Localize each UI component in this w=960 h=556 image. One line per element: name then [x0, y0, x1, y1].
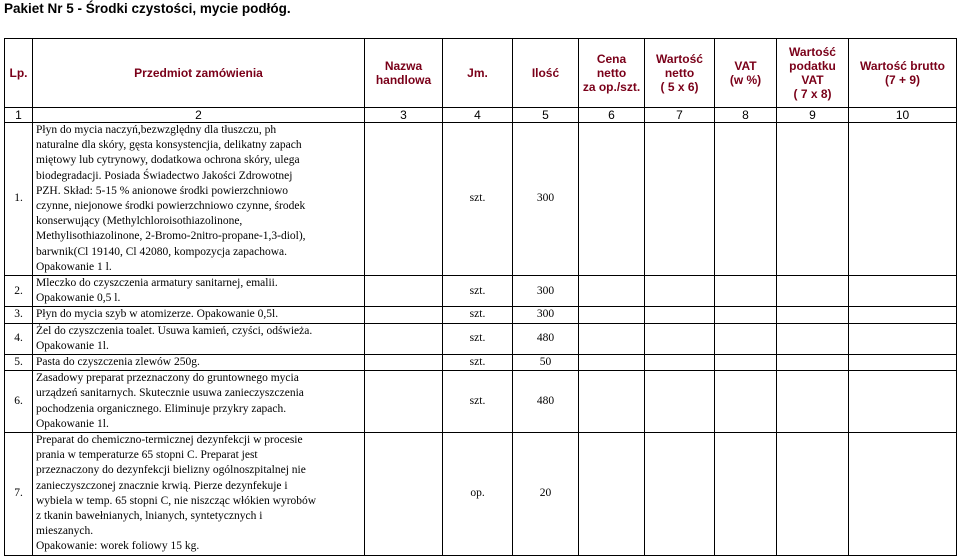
item-quantity: 20: [513, 433, 579, 556]
header-row: [5, 39, 957, 108]
item-trade-name: [365, 307, 443, 323]
item-gross-value: [849, 355, 957, 371]
item-unit: szt.: [443, 276, 513, 307]
item-vat-value: [777, 433, 849, 556]
header-unit: Jm.: [443, 39, 513, 108]
order-table: [4, 38, 957, 556]
item-lp: 4.: [5, 323, 33, 354]
item-gross-value: [849, 123, 957, 276]
table-body: [5, 108, 957, 556]
item-lp: 3.: [5, 307, 33, 323]
table-row: [5, 323, 957, 354]
item-net-value: [645, 123, 715, 276]
item-description: Żel do czyszczenia toalet. Usuwa kamień, czyści, odświeża. Opakowanie 1l.: [33, 323, 365, 354]
header-vat: VAT (w %): [715, 39, 777, 108]
item-net-value: [645, 323, 715, 354]
item-vat: [715, 355, 777, 371]
item-lp: 6.: [5, 371, 33, 433]
item-vat: [715, 276, 777, 307]
item-net-price: [579, 371, 645, 433]
item-quantity: 300: [513, 307, 579, 323]
item-trade-name: [365, 276, 443, 307]
table-row: [5, 307, 957, 323]
column-number: 9: [777, 108, 849, 123]
header-lp: Lp.: [5, 39, 33, 108]
item-description: Mleczko do czyszczenia armatury sanitarnej, emalii. Opakowanie 0,5 l.: [33, 276, 365, 307]
item-unit: szt.: [443, 355, 513, 371]
item-quantity: 480: [513, 371, 579, 433]
table-row: [5, 123, 957, 276]
item-description: Zasadowy preparat przeznaczony do gruntownego mycia urządzeń sanitarnych. Skutecznie usuwa zanieczyszczenia pochodzenia organicznego. Eliminuje przykry zapach. Opakowanie 1l.: [33, 371, 365, 433]
column-number: 10: [849, 108, 957, 123]
item-description: Płyn do mycia szyb w atomizerze. Opakowanie 0,5l.: [33, 307, 365, 323]
item-unit: szt.: [443, 371, 513, 433]
item-quantity: 50: [513, 355, 579, 371]
item-quantity: 300: [513, 123, 579, 276]
item-vat-value: [777, 355, 849, 371]
item-vat-value: [777, 371, 849, 433]
item-vat: [715, 307, 777, 323]
item-vat-value: [777, 123, 849, 276]
item-description: Płyn do mycia naczyń,bezwzględny dla tłuszczu, ph naturalne dla skóry, gęsta konsystencjia, delikatny zapach miętowy lub cytrynowy, dodatkowa ochrona skóry, ulega biodegradacji. Posiada Świadectwo Jakości Zdrowotnej PZH. Skład: 5-15 % anionowe środki powierzchniowo czynne, niejonowe środki powierzchniowo czynne, środek konserwujący (Methylchloroisothiazolinone, Methylisothiazolinone, 2-Bromo-2nitro-propane-1,3-diol), barwnik(Cl 19140, Cl 42080, kompozycja zapachowa. Opakowanie 1 l.: [33, 123, 365, 276]
item-quantity: 480: [513, 323, 579, 354]
item-net-price: [579, 123, 645, 276]
item-net-value: [645, 307, 715, 323]
table-row: [5, 433, 957, 556]
column-number: 8: [715, 108, 777, 123]
table-row: [5, 276, 957, 307]
header-net-value: Wartość netto ( 5 x 6): [645, 39, 715, 108]
item-unit: op.: [443, 433, 513, 556]
item-vat-value: [777, 323, 849, 354]
item-gross-value: [849, 307, 957, 323]
item-vat-value: [777, 276, 849, 307]
header-subject: Przedmiot zamówienia: [33, 39, 365, 108]
item-trade-name: [365, 323, 443, 354]
item-trade-name: [365, 371, 443, 433]
page-title: Pakiet Nr 5 - Środki czystości, mycie podłóg.: [4, 1, 291, 16]
column-number: 3: [365, 108, 443, 123]
column-number: 1: [5, 108, 33, 123]
table-row: [5, 371, 957, 433]
item-trade-name: [365, 433, 443, 556]
item-lp: 1.: [5, 123, 33, 276]
item-gross-value: [849, 433, 957, 556]
column-number: 7: [645, 108, 715, 123]
item-vat: [715, 123, 777, 276]
item-vat: [715, 433, 777, 556]
item-net-price: [579, 307, 645, 323]
item-trade-name: [365, 123, 443, 276]
item-trade-name: [365, 355, 443, 371]
item-lp: 2.: [5, 276, 33, 307]
column-number: 4: [443, 108, 513, 123]
item-vat: [715, 371, 777, 433]
table-row: [5, 355, 957, 371]
item-net-value: [645, 355, 715, 371]
item-unit: szt.: [443, 307, 513, 323]
item-net-value: [645, 371, 715, 433]
item-unit: szt.: [443, 123, 513, 276]
header-vat-value: Wartość podatku VAT ( 7 x 8): [777, 39, 849, 108]
item-description: Pasta do czyszczenia zlewów 250g.: [33, 355, 365, 371]
item-lp: 7.: [5, 433, 33, 556]
item-unit: szt.: [443, 323, 513, 354]
column-number: 6: [579, 108, 645, 123]
item-net-price: [579, 323, 645, 354]
item-gross-value: [849, 276, 957, 307]
item-net-price: [579, 276, 645, 307]
header-quantity: Ilość: [513, 39, 579, 108]
header-net-price: Cena netto za op./szt.: [579, 39, 645, 108]
header-trade-name: Nazwa handlowa: [365, 39, 443, 108]
header-gross-value: Wartość brutto (7 + 9): [849, 39, 957, 108]
item-lp: 5.: [5, 355, 33, 371]
item-description: Preparat do chemiczno-termicznej dezynfekcji w procesie prania w temperaturze 65 stopni C. Preparat jest przeznaczony do dezynfekcji bielizny ogólnoszpitalnej nie zanieczyszczonej znacznie krwią. Pierze dezynfekuje i wybiela w temp. 65 stopni C, nie niszcząc włókien wyrobów z tkanin bawełnianych, lnianych, syntetycznych i mieszanych. Opakowanie: worek foliowy 15 kg.: [33, 433, 365, 556]
item-gross-value: [849, 323, 957, 354]
item-gross-value: [849, 371, 957, 433]
item-vat: [715, 323, 777, 354]
column-number: 2: [33, 108, 365, 123]
item-vat-value: [777, 307, 849, 323]
item-net-value: [645, 276, 715, 307]
item-net-price: [579, 433, 645, 556]
item-net-value: [645, 433, 715, 556]
item-net-price: [579, 355, 645, 371]
column-numbers-row: [5, 108, 957, 123]
item-quantity: 300: [513, 276, 579, 307]
column-number: 5: [513, 108, 579, 123]
